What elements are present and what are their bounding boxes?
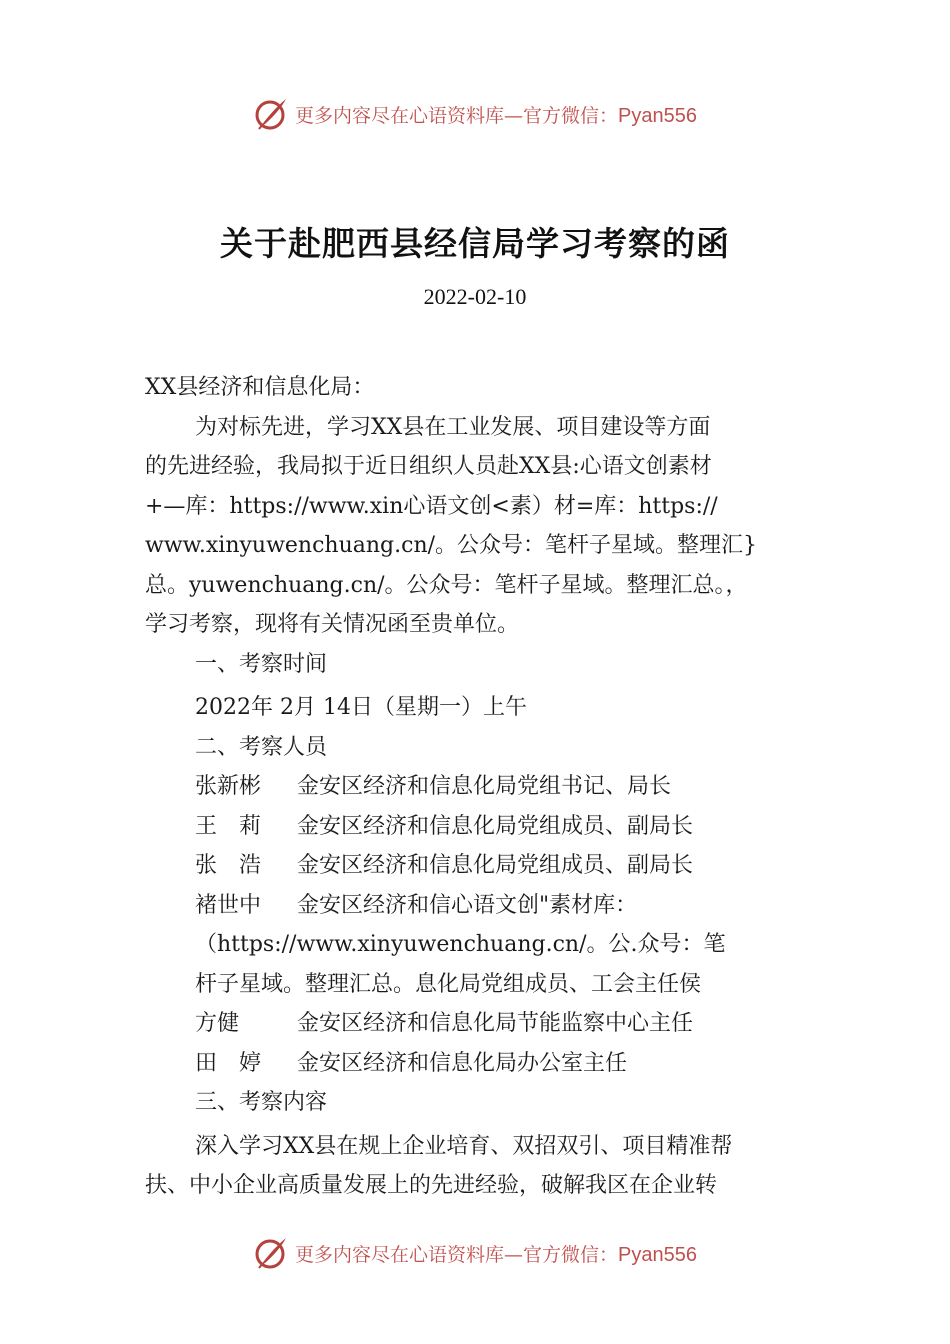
member-row (145, 1004, 825, 1044)
member-name: 张新彬 (195, 774, 262, 799)
member-name: 褚世中 (195, 892, 262, 918)
section-heading-time: 一、考察时间 (195, 651, 328, 677)
quill-pen-logo-icon (253, 1235, 289, 1271)
section-heading-content: 三、考察内容 (195, 1090, 328, 1115)
banner-text (295, 101, 697, 128)
banner-text-cn: 更多内容尽在心语资料库—官方微信： (295, 1243, 619, 1266)
section-heading-members: 二、考察人员 (195, 734, 328, 760)
document-date: 2022-02-10 (423, 284, 527, 309)
member-name: 王 莉 (195, 813, 262, 839)
header-watermark-banner (0, 94, 950, 134)
banner-wechat-id: Pyan556 (618, 104, 697, 127)
banner-wechat-id: Pyan556 (618, 1243, 697, 1266)
document-title: 关于赴肥西县经信局学习考察的函 (220, 224, 730, 263)
member-role: 金安区经济和信息化局办公室主任 (297, 1050, 628, 1076)
paragraph-line: 的先进经验，我局拟于近日组织人员赴XX县:心语文创素材 (145, 454, 712, 479)
paragraph-line: 深入学习XX县在规上企业培育、双招双引、项目精准帮 (195, 1133, 733, 1159)
member-continuation: 杆子星域。整理汇总。息化局党组成员、工会主任侯 (195, 971, 702, 997)
paragraph-line: 学习考察，现将有关情况函至贵单位。 (145, 612, 520, 637)
banner-text-cn: 更多内容尽在心语资料库—官方微信： (295, 104, 619, 127)
member-row (145, 1044, 825, 1084)
document-body (145, 368, 825, 1206)
paragraph-line: 扶、中小企业高质量发展上的先进经验，破解我区在企业转 (145, 1173, 718, 1198)
paragraph-line: 为对标先进，学习XX县在工业发展、项目建设等方面 (195, 414, 711, 440)
paragraph-line: 总。yuwenchuang.cn/。公众号：笔杆子星域。整理汇总。， (145, 572, 748, 598)
member-role: 金安区经济和信心语文创"素材库： (297, 892, 638, 918)
member-role: 金安区经济和信息化局党组书记、局长 (297, 774, 672, 799)
member-name: 方健 (195, 1011, 240, 1036)
member-continuation: （https://www.xinyuwenchuang.cn/。公.众号：笔 (195, 932, 726, 957)
member-name: 张 浩 (195, 853, 262, 878)
quill-pen-logo-icon (253, 96, 289, 132)
salutation: XX县经济和信息化局： (145, 375, 375, 400)
footer-watermark-banner (0, 1233, 950, 1273)
banner-text (295, 1240, 697, 1267)
paragraph-line: www.xinyuwenchuang.cn/。公众号：笔杆子星域。整理汇} (145, 533, 758, 558)
member-row (145, 886, 825, 926)
member-name: 田 婷 (195, 1050, 262, 1076)
member-row (145, 846, 825, 886)
member-role: 金安区经济和信息化局党组成员、副局长 (297, 813, 694, 839)
paragraph-line: +—库：https://www.xin心语文创<素）材=库：https:// (145, 493, 718, 519)
member-role: 金安区经济和信息化局党组成员、副局长 (297, 853, 694, 878)
member-role: 金安区经济和信息化局节能监察中心主任 (297, 1011, 694, 1036)
member-row (145, 767, 825, 807)
visit-time: 2022年 2月 14日（星期一）上午 (195, 695, 527, 720)
member-row (145, 807, 825, 847)
